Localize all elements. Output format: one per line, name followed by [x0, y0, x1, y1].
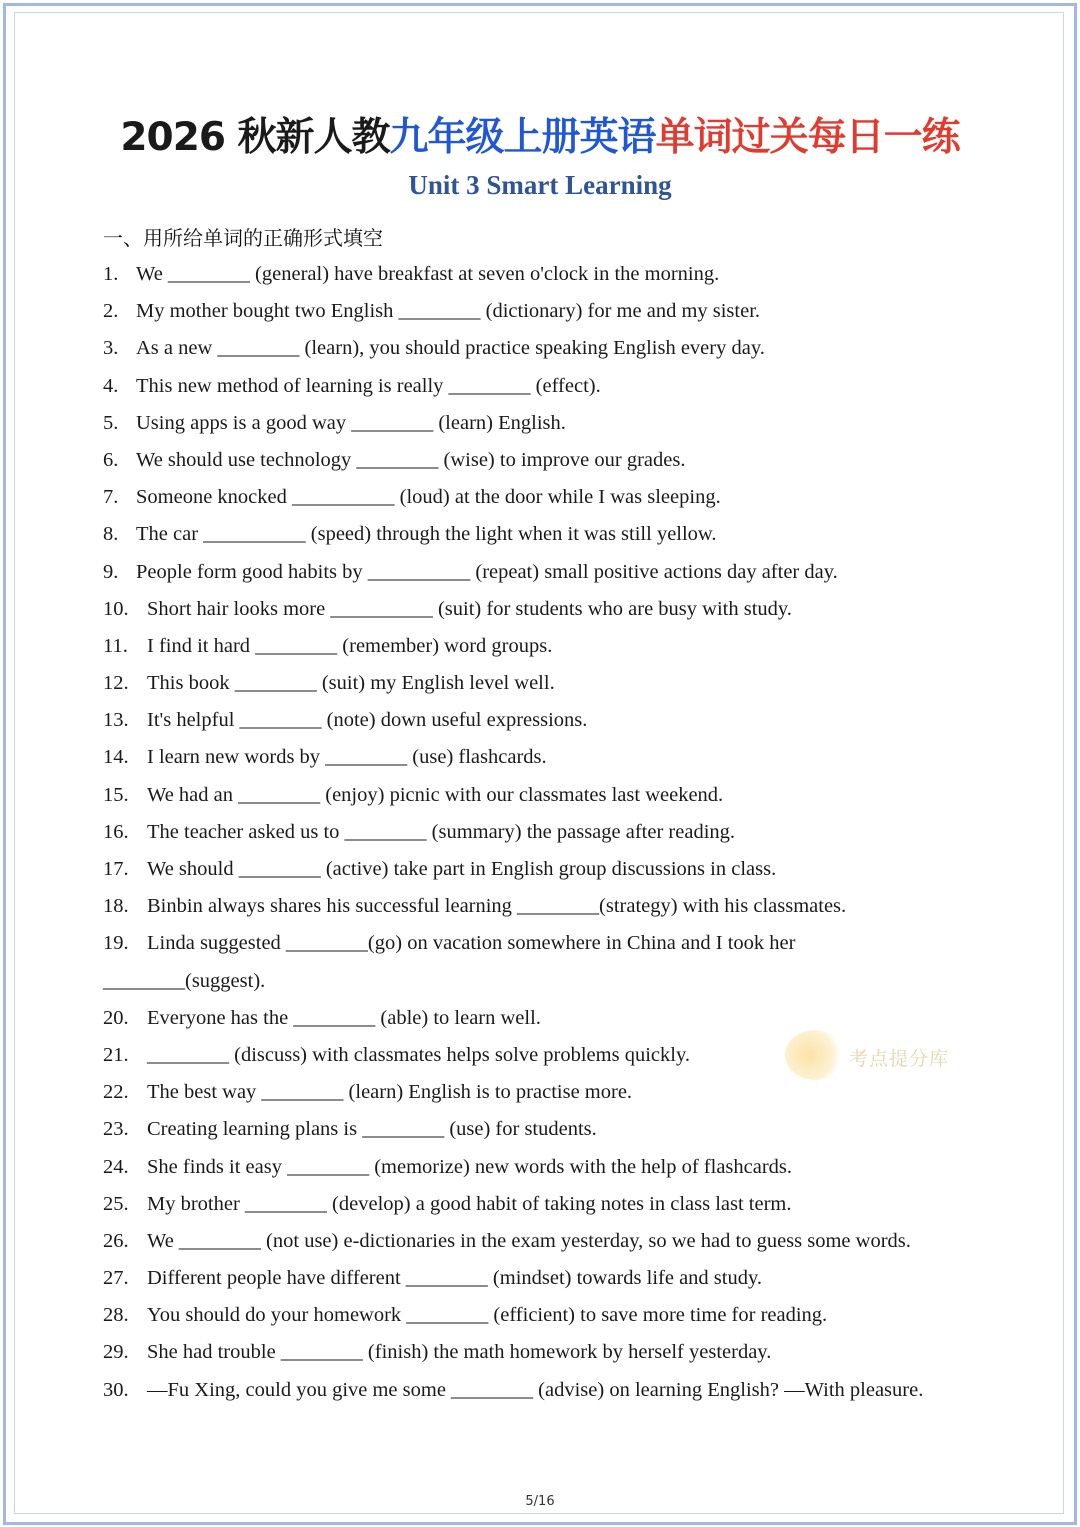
exercise-number: 28. — [103, 1304, 129, 1327]
exercise-item — [103, 293, 1003, 330]
exercise-text: Someone knocked __________ (loud) at the door while I was sleeping. — [136, 486, 721, 509]
exercise-number: 20. — [103, 1006, 129, 1029]
page-number: 5/16 — [525, 1494, 555, 1509]
exercise-number: 16. — [103, 820, 129, 843]
exercise-list — [103, 256, 1003, 1409]
exercise-number: 5. — [103, 411, 119, 434]
exercise-item — [103, 368, 1003, 405]
exercise-text: Short hair looks more __________ (suit) for students who are busy with study. — [147, 597, 792, 620]
exercise-item — [103, 442, 1003, 479]
exercise-number: 11. — [103, 634, 128, 657]
exercise-text: Creating learning plans is ________ (use) for students. — [147, 1118, 597, 1141]
exercise-item — [103, 963, 1003, 1000]
watermark-text: 考点提分库 — [849, 1048, 950, 1070]
exercise-number: 18. — [103, 895, 129, 918]
exercise-item — [103, 591, 1003, 628]
exercise-text: Linda suggested ________(go) on vacation somewhere in China and I took her — [147, 932, 796, 955]
exercise-text: My mother bought two English ________ (dictionary) for me and my sister. — [136, 300, 761, 323]
exercise-item — [103, 888, 1003, 925]
title-part-topic: 单词过关每日一练 — [655, 115, 960, 160]
exercise-item — [103, 554, 1003, 591]
exercise-text: The car __________ (speed) through the light when it was still yellow. — [136, 523, 717, 546]
exercise-item — [103, 479, 1003, 516]
exercise-text: We should ________ (active) take part in English group discussions in class. — [147, 858, 777, 880]
exercise-item — [103, 702, 1003, 739]
exercise-number: 6. — [103, 448, 119, 471]
exercise-text: Everyone has the ________ (able) to learn well. — [147, 1006, 541, 1029]
exercise-number: 15. — [103, 783, 129, 806]
exercise-number: 21. — [103, 1043, 129, 1066]
title-part-grade: 九年级上册英语 — [389, 115, 656, 160]
unit-subtitle: Unit 3 Smart Learning — [408, 170, 672, 200]
exercise-text: You should do your homework ________ (efficient) to save more time for reading. — [147, 1304, 828, 1327]
exercise-text: We had an ________ (enjoy) picnic with our classmates last weekend. — [147, 783, 724, 806]
title-part-year: 2026 秋新人教 — [120, 115, 390, 160]
exercise-item — [103, 516, 1003, 553]
exercise-item — [103, 739, 1003, 776]
exercise-item — [103, 405, 1003, 442]
exercise-number: 4. — [103, 374, 119, 397]
exercise-text: I find it hard ________ (remember) word groups. — [147, 634, 553, 657]
exercise-number: 30. — [103, 1378, 129, 1401]
exercise-number: 7. — [103, 486, 119, 509]
exercise-text: This new method of learning is really ________ (effect). — [136, 374, 601, 397]
exercise-item — [103, 925, 1003, 962]
section-heading: 一、用所给单词的正确形式填空 — [103, 226, 383, 250]
exercise-item — [103, 777, 1003, 814]
exercise-number: 3. — [103, 337, 119, 360]
exercise-text: Using apps is a good way ________ (learn) English. — [136, 411, 566, 434]
exercise-number: 27. — [103, 1267, 129, 1290]
watermark-flower-icon — [785, 1030, 845, 1080]
exercise-text: It's helpful ________ (note) down useful expressions. — [147, 709, 588, 732]
watermark — [785, 1022, 985, 1092]
exercise-number: 22. — [103, 1081, 129, 1104]
exercise-item — [103, 1260, 1003, 1297]
exercise-number: 14. — [103, 746, 129, 769]
exercise-item — [103, 330, 1003, 367]
exercise-text: She had trouble ________ (finish) the math homework by herself yesterday. — [147, 1341, 772, 1364]
exercise-text: People form good habits by __________ (repeat) small positive actions day after day. — [136, 560, 838, 583]
exercise-number: 12. — [103, 672, 129, 695]
exercise-number: 23. — [103, 1118, 129, 1141]
exercise-number: 19. — [103, 932, 129, 955]
exercise-item — [103, 814, 1003, 851]
exercise-text: I learn new words by ________ (use) flashcards. — [147, 746, 547, 769]
exercise-number: 29. — [103, 1341, 129, 1364]
exercise-number: 8. — [103, 523, 119, 546]
exercise-text: She finds it easy ________ (memorize) new words with the help of flashcards. — [147, 1155, 793, 1178]
exercise-item — [103, 851, 1003, 888]
exercise-item — [103, 1297, 1003, 1334]
exercise-number: 9. — [103, 560, 119, 583]
exercise-text: ________(suggest). — [103, 969, 266, 992]
exercise-text: Binbin always shares his successful learning ________(strategy) with his classmates. — [147, 895, 847, 918]
exercise-item — [103, 1149, 1003, 1186]
exercise-text: My brother ________ (develop) a good habit of taking notes in class last term. — [147, 1192, 792, 1215]
exercise-text: We ________ (not use) e-dictionaries in the exam yesterday, so we had to guess some words. — [147, 1229, 911, 1252]
exercise-item — [103, 256, 1003, 293]
exercise-text: We should use technology ________ (wise) to improve our grades. — [136, 448, 686, 471]
exercise-item — [103, 1334, 1003, 1371]
exercise-item — [103, 628, 1003, 665]
exercise-item — [103, 1111, 1003, 1148]
exercise-text: Different people have different ________ (mindset) towards life and study. — [147, 1267, 763, 1290]
exercise-number: 17. — [103, 858, 129, 880]
exercise-text: The teacher asked us to ________ (summary) the passage after reading. — [147, 820, 736, 843]
exercise-number: 13. — [103, 709, 129, 732]
exercise-text: ________ (discuss) with classmates helps solve problems quickly. — [147, 1043, 690, 1066]
exercise-number: 26. — [103, 1229, 129, 1252]
exercise-number: 2. — [103, 300, 119, 323]
exercise-item — [103, 1186, 1003, 1223]
exercise-number: 10. — [103, 597, 129, 620]
exercise-text: This book ________ (suit) my English level well. — [147, 672, 555, 695]
exercise-number: 25. — [103, 1192, 129, 1215]
exercise-item — [103, 1372, 1003, 1409]
exercise-text: As a new ________ (learn), you should practice speaking English every day. — [136, 337, 765, 360]
worksheet-title — [0, 106, 1080, 162]
exercise-item — [103, 665, 1003, 702]
exercise-text: The best way ________ (learn) English is to practise more. — [147, 1081, 633, 1104]
exercise-item — [103, 1223, 1003, 1260]
exercise-text: We ________ (general) have breakfast at seven o'clock in the morning. — [136, 263, 720, 285]
exercise-text: —Fu Xing, could you give me some ________ (advise) on learning English? —With pleasure. — [147, 1378, 924, 1401]
exercise-number: 1. — [103, 263, 119, 285]
exercise-number: 24. — [103, 1155, 129, 1178]
